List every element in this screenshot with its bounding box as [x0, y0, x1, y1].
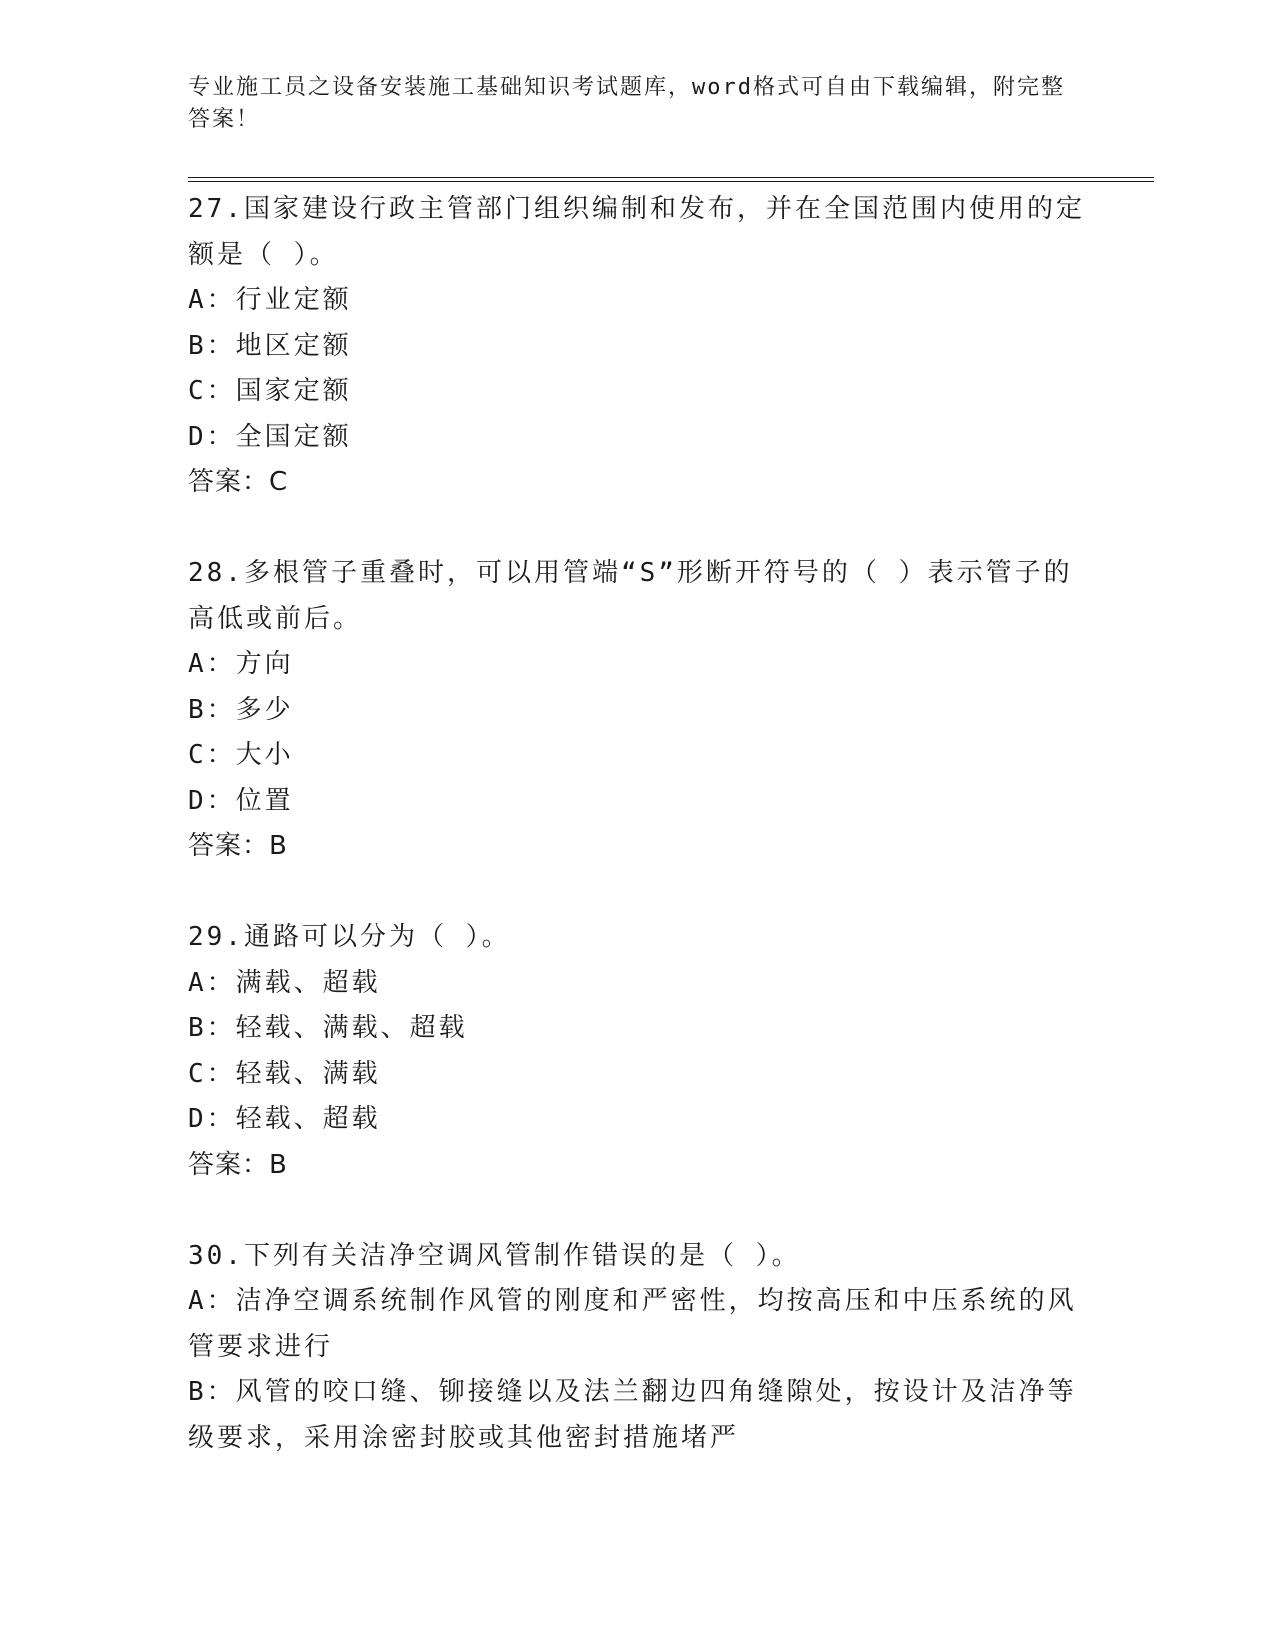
option-d: D：全国定额	[188, 421, 352, 452]
option-b: B：风管的咬口缝、铆接缝以及法兰翻边四角缝隙处，按设计及洁净等级要求，采用涂密封胶或其他密封措施堵严	[188, 1377, 1077, 1453]
option-c: C：大小	[188, 740, 294, 770]
answer-line: 答案：B	[188, 1149, 288, 1180]
option-c: C：国家定额	[188, 376, 352, 406]
question-spacer	[188, 870, 1088, 916]
question-list	[188, 187, 1088, 1461]
answer-line: 答案：B	[188, 831, 288, 861]
option-d: D：位置	[188, 785, 294, 816]
question-28	[188, 551, 1088, 870]
option-d: D：轻载、超载	[188, 1104, 381, 1134]
header-rule-top	[188, 177, 1154, 178]
header-rule-bottom	[188, 181, 1154, 182]
option-a: A：行业定额	[188, 285, 352, 315]
option-a: A：满载、超载	[188, 967, 381, 998]
option-a: A：洁净空调系统制作风管的刚度和严密性，均按高压和中压系统的风管要求进行	[188, 1286, 1077, 1362]
question-27	[188, 187, 1088, 506]
question-stem: 27.国家建设行政主管部门组织编制和发布，并在全国范围内使用的定额是（ ）。	[188, 194, 1085, 270]
option-b: B：轻载、满载、超载	[188, 1013, 468, 1043]
question-stem: 29.通路可以分为（ ）。	[188, 922, 511, 952]
option-c: C：轻载、满载	[188, 1058, 381, 1089]
option-b: B：地区定额	[188, 330, 352, 361]
question-spacer	[188, 506, 1088, 552]
option-b: B：多少	[188, 694, 294, 725]
document-header: 专业施工员之设备安装施工基础知识考试题库，word格式可自由下载编辑，附完整答案！	[188, 75, 1065, 132]
question-30	[188, 1234, 1088, 1462]
question-spacer	[188, 1188, 1088, 1234]
question-29	[188, 915, 1088, 1188]
answer-line: 答案：C	[188, 467, 289, 497]
question-stem: 28.多根管子重叠时，可以用管端“S”形断开符号的（ ）表示管子的高低或前后。	[188, 558, 1073, 634]
question-stem: 30.下列有关洁净空调风管制作错误的是（ ）。	[188, 1240, 801, 1271]
option-a: A：方向	[188, 649, 294, 679]
